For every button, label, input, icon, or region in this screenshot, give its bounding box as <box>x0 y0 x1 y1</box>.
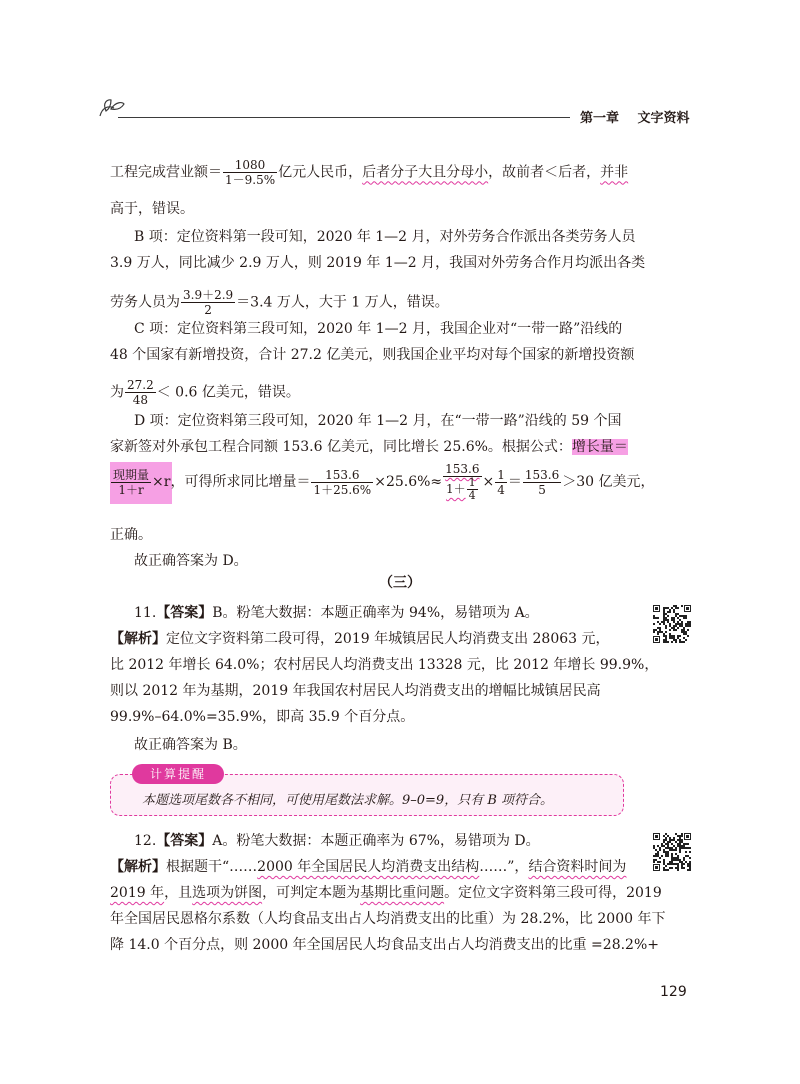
wavy-underlined-text: 基期比重问题 <box>360 885 445 901</box>
q11-answer: 故正确答案为 B。 <box>134 737 247 753</box>
fraction-denominator: 4 <box>497 482 505 497</box>
text: ＜ 0.6 亿美元，错误。 <box>156 384 300 401</box>
wavy-underlined-text: 后者分子大且分母小 <box>362 164 489 181</box>
para-b-line-1: B 项：定位资料第一段可知，2020 年 1—2 月，对外劳务合作派出各类劳务人员 <box>134 229 636 245</box>
chapter-label: 第一章 <box>580 111 620 126</box>
calculation-tip-label: 计算提醒 <box>132 764 224 784</box>
fraction-numerator: 1080 <box>223 158 277 173</box>
text: ，可得所求同比增量＝ <box>170 474 311 490</box>
q11-line-4: 则以 2012 年为基期，2019 年我国农村居民人均消费支出的增幅比城镇居民高 <box>110 683 601 699</box>
answer-tag: 【答案】 <box>156 605 213 621</box>
analysis-tag: 【解析】 <box>110 859 166 875</box>
fraction-denominator: 1＋r <box>118 482 144 497</box>
text: B。粉笔大数据：本题正确率为 94%，易错项为 A。 <box>212 605 539 621</box>
fraction-numerator: 153.6 <box>311 468 373 483</box>
wavy-underlined-text: 选项为饼图 <box>192 885 263 901</box>
q11-line-2 <box>110 628 610 650</box>
wavy-underlined-text: 并非 <box>600 164 629 181</box>
analysis-tag: 【解析】 <box>110 631 166 647</box>
answer-10: 故正确答案为 D。 <box>134 553 248 569</box>
question-number: 11. <box>134 605 157 621</box>
fraction-numerator: 27.2 <box>127 378 154 392</box>
qr-code-icon[interactable] <box>652 604 692 644</box>
q12-line-4: 年全国居民恩格尔系数（人均食品支出占人均消费支出的比重）为 28.2%，比 2000 年下 <box>110 911 666 927</box>
fraction-denominator: 2 <box>204 303 212 317</box>
q11-line-3: 比 2012 年增长 64.0%；农村居民人均消费支出 13328 元，比 2012 年增长 99.9%， <box>110 657 659 673</box>
fraction-numerator: 153.6 <box>445 462 480 476</box>
fraction <box>523 468 561 497</box>
fraction-numerator: 153.6 <box>524 467 560 482</box>
para-a-line-1 <box>110 158 628 187</box>
fraction-denominator: 1－9.5% <box>225 173 276 187</box>
para-d-line-2 <box>110 436 628 458</box>
text: 为 <box>110 384 124 401</box>
chapter-title: 文字资料 <box>637 111 690 126</box>
q12-line-5: 降 14.0 个百分点，则 2000 年全国居民人均食品支出占人均消费支出的比重 =28.2%+ <box>110 937 659 953</box>
text: ，故前者＜后者， <box>488 164 601 181</box>
text: 劳务人员为 <box>110 294 180 311</box>
answer-tag: 【答案】 <box>156 833 213 849</box>
q12-line-3 <box>110 882 662 904</box>
para-d-line-3 <box>110 462 655 502</box>
fraction-denominator <box>443 477 481 502</box>
fraction <box>223 158 277 187</box>
text: 根据题干“…… <box>166 859 258 875</box>
para-c-line-1: C 项：定位资料第三段可知，2020 年 1—2 月，我国企业对“一带一路”沿线的 <box>134 321 623 337</box>
text: 工程完成营业额＝ <box>110 164 222 181</box>
q12-line-1 <box>134 830 540 852</box>
para-c-line-2: 48 个国家有新增投资，合计 27.2 亿美元，则我国企业平均对每个国家的新增投资额 <box>110 347 635 363</box>
text: A。粉笔大数据：本题正确率为 67%，易错项为 D。 <box>212 833 540 849</box>
text: 家新签对外承包工程合同额 153.6 亿美元，同比增长 25.6%。根据公式： <box>110 439 572 455</box>
leaf-icon <box>96 96 128 118</box>
para-c-line-3 <box>110 378 300 407</box>
page-number: 129 <box>660 984 687 1000</box>
text: ……”， <box>479 859 529 875</box>
para-b-line-2: 3.9 万人，同比减少 2.9 万人，则 2019 年 1—2 月，我国对外劳务合作月均派出各类 <box>110 255 646 271</box>
header-rule <box>118 117 570 118</box>
text: ，且 <box>164 885 193 901</box>
highlighted-text: 增长量＝ <box>571 439 628 455</box>
nested-fraction <box>443 462 481 502</box>
text: ，可判定本题为 <box>262 885 361 901</box>
fraction-denominator: 48 <box>132 393 148 407</box>
fraction <box>111 468 151 497</box>
q11-line-5: 99.9%–64.0%=35.9%，即高 35.9 个百分点。 <box>110 709 415 725</box>
fraction-denominator: 1＋25.6% <box>313 482 372 497</box>
header-title <box>580 107 690 126</box>
fraction <box>125 378 156 407</box>
text: 。定位文字资料第三段可得，2019 <box>444 885 662 901</box>
text: ×25.6%≈ <box>374 474 443 490</box>
text: ＞30 亿美元， <box>562 474 655 490</box>
para-a-line-2: 高于，错误。 <box>110 201 194 217</box>
wavy-underlined-text: 结合资料时间为 <box>528 859 627 875</box>
para-b-line-3 <box>110 288 449 317</box>
text: × <box>482 474 495 490</box>
text: ×r <box>152 474 171 490</box>
q11-line-1 <box>134 602 539 624</box>
fraction-numerator: 现期量 <box>113 467 150 482</box>
fraction-denominator: 5 <box>538 482 546 497</box>
text: 定位文字资料第二段可得，2019 年城镇居民人均消费支出 28063 元， <box>166 631 610 647</box>
qr-code-icon[interactable] <box>652 832 692 872</box>
fraction-numerator: 1 <box>468 476 476 489</box>
para-d-line-1: D 项：定位资料第三段可知，2020 年 1—2 月，在“一带一路”沿线的 59 个国 <box>134 413 622 429</box>
text: 亿元人民币， <box>278 164 363 181</box>
text: 1＋ <box>446 482 466 496</box>
wavy-underlined-text: 2000 年全国居民人均消费支出结构 <box>257 859 480 875</box>
question-number: 12. <box>134 833 157 849</box>
text: ＝3.4 万人，大于 1 万人，错误。 <box>236 294 449 311</box>
wavy-underlined-text: 2019 年 <box>110 885 165 901</box>
para-d-line-4: 正确。 <box>110 527 152 543</box>
section-title: （三） <box>379 575 421 591</box>
fraction <box>311 468 373 497</box>
fraction-numerator: 1 <box>497 467 505 482</box>
fraction-denominator: 4 <box>468 489 476 502</box>
text: ＝ <box>507 474 522 490</box>
q12-line-2 <box>110 856 626 878</box>
fraction <box>467 477 478 502</box>
fraction-numerator: 3.9＋2.9 <box>183 288 234 302</box>
calculation-tip-text: 本题选项尾数各不相同，可使用尾数法求解。9–0=9，只有 B 项符合。 <box>142 793 554 808</box>
fraction <box>181 288 235 317</box>
fraction <box>495 468 507 497</box>
